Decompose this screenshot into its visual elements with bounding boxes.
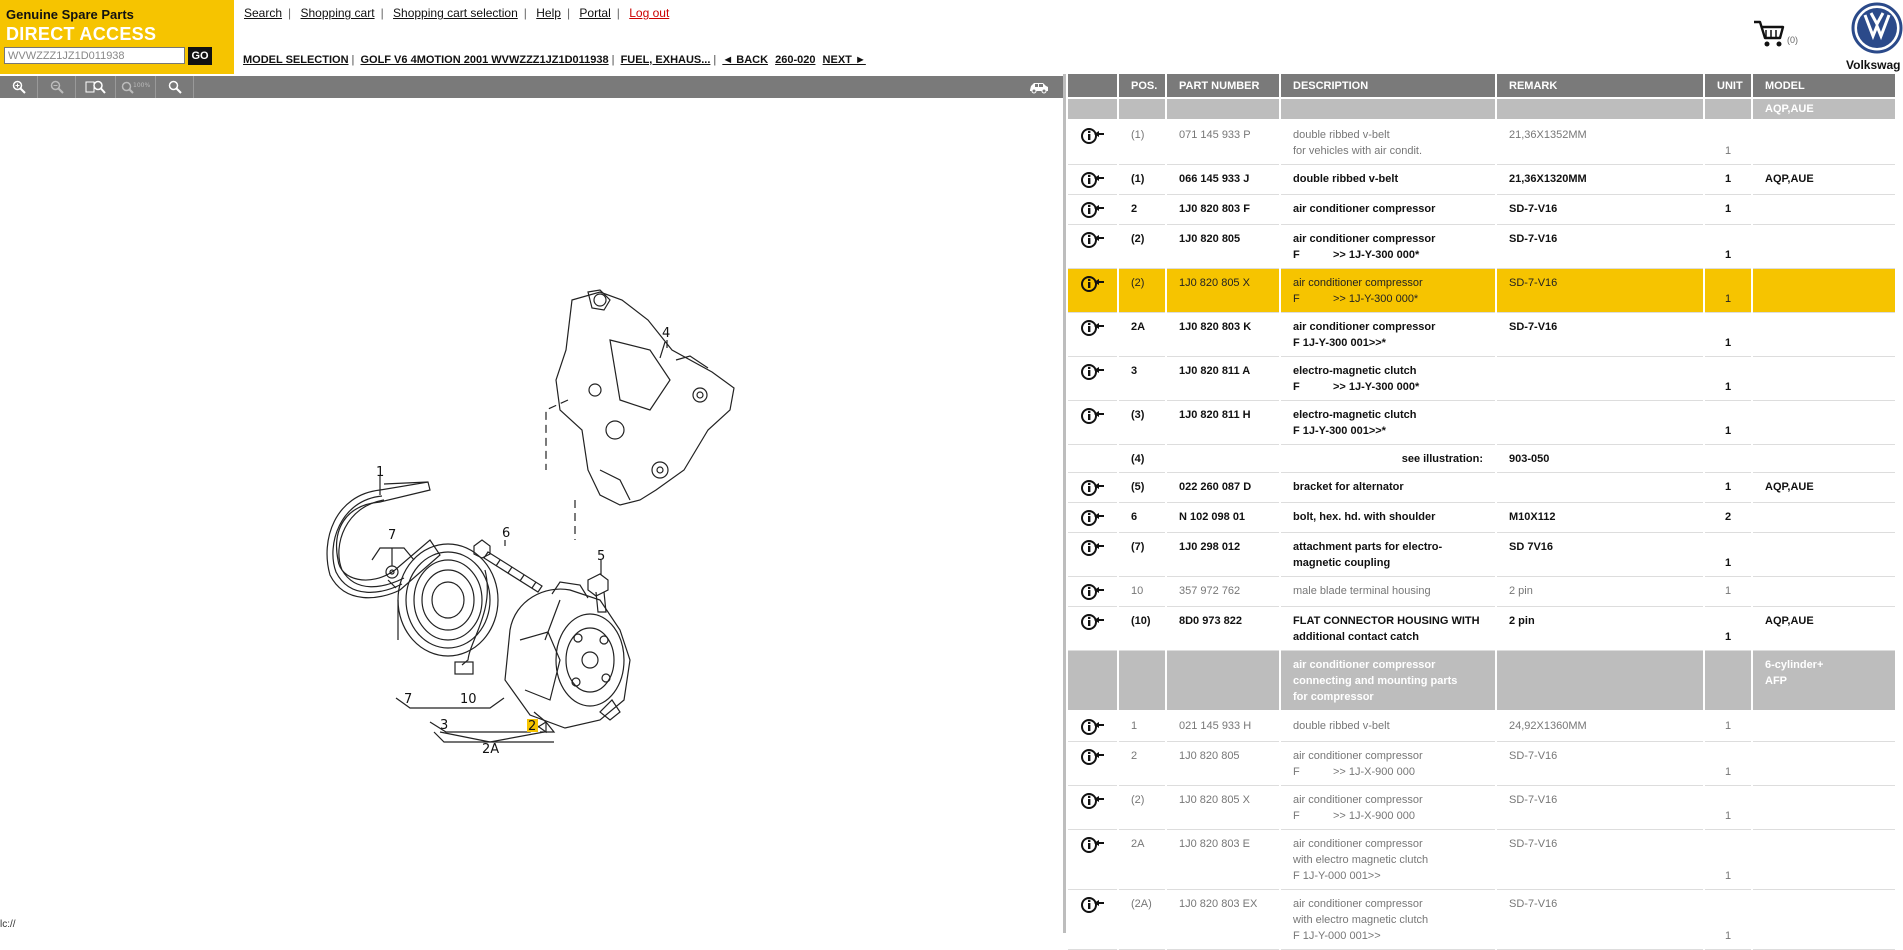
info-button[interactable] [1068, 503, 1118, 533]
info-cart-icon [1081, 748, 1105, 766]
unit-cell: 1 [1704, 786, 1752, 830]
info-button[interactable] [1068, 401, 1118, 445]
info-cart-icon [1081, 363, 1105, 381]
description-cell: air conditioner compressor with electro magnetic clutch F 1J-Y-000 001>> [1280, 830, 1496, 890]
zoom-out-icon [50, 80, 64, 94]
table-row[interactable] [1068, 401, 1896, 445]
table-row[interactable] [1068, 577, 1896, 607]
info-button[interactable] [1068, 607, 1118, 651]
info-button[interactable] [1068, 120, 1118, 165]
info-button[interactable] [1068, 357, 1118, 401]
crumb-model-selection[interactable]: MODEL SELECTION [243, 54, 349, 66]
unit-cell: 1 [1704, 711, 1752, 742]
drawing-label-5[interactable]: 5 [597, 549, 606, 564]
part-number-cell[interactable]: 1J0 820 803 E [1166, 830, 1280, 890]
pos-cell: 1 [1118, 711, 1166, 742]
table-row[interactable] [1068, 269, 1896, 313]
brand-panel [0, 0, 234, 74]
model-cell [1752, 120, 1896, 165]
info-cart-icon [1081, 201, 1105, 219]
brand-logo-label: Volkswag [1846, 58, 1901, 72]
model-cell [1752, 503, 1896, 533]
table-row[interactable] [1068, 830, 1896, 890]
pos-cell: 6 [1118, 503, 1166, 533]
description-cell: air conditioner compressor [1280, 195, 1496, 225]
unit-cell: 1 [1704, 533, 1752, 577]
info-cart-icon [1081, 407, 1105, 425]
unit-cell: 1 [1704, 890, 1752, 950]
remark-cell: 21,36X1320MM [1496, 165, 1704, 195]
parts-table [1068, 74, 1897, 950]
part-number-cell[interactable]: 021 145 933 H [1166, 711, 1280, 742]
description-cell: bracket for alternator [1280, 473, 1496, 503]
zoom-fit-icon [85, 80, 107, 94]
description-cell: air conditioner compressor F 1J-Y-300 001>>* [1280, 313, 1496, 357]
table-row[interactable] [1068, 195, 1896, 225]
section-description: air conditioner compressor connecting and mounting parts for compressor [1280, 651, 1496, 712]
model-cell [1752, 577, 1896, 607]
zoom-out-button[interactable] [38, 76, 76, 98]
col-header-part-number[interactable]: PART NUMBER [1166, 74, 1280, 98]
model-cell: AQP,AUE [1752, 473, 1896, 503]
description-cell: bolt, hex. hd. with shoulder [1280, 503, 1496, 533]
nav-search-link[interactable]: Search [244, 6, 283, 20]
zoom-100-icon [121, 80, 151, 94]
remark-cell [1496, 401, 1704, 445]
next-link[interactable]: NEXT ► [822, 54, 866, 66]
unit-cell: 1 [1704, 577, 1752, 607]
table-row[interactable] [1068, 503, 1896, 533]
pos-cell: 2 [1118, 195, 1166, 225]
remark-cell: 2 pin [1496, 577, 1704, 607]
pos-cell: (2) [1118, 786, 1166, 830]
info-button[interactable] [1068, 711, 1118, 742]
part-number-cell[interactable]: 1J0 820 803 K [1166, 313, 1280, 357]
part-number-cell[interactable]: 1J0 820 803 EX [1166, 890, 1280, 950]
see-illustration-link[interactable]: 903-050 [1496, 445, 1704, 473]
info-cart-icon [1081, 479, 1105, 497]
model-cell [1752, 225, 1896, 269]
pos-cell: (4) [1118, 445, 1166, 473]
info-button[interactable] [1068, 225, 1118, 269]
table-row[interactable] [1068, 742, 1896, 786]
cart-icon[interactable] [1752, 18, 1786, 48]
pos-cell: (7) [1118, 533, 1166, 577]
info-button[interactable] [1068, 742, 1118, 786]
zoom-fit-button[interactable] [76, 76, 116, 98]
drawing-label-1[interactable]: 1 [376, 465, 385, 480]
unit-cell: 1 [1704, 742, 1752, 786]
remark-cell: 24,92X1360MM [1496, 711, 1704, 742]
status-text: lc:// [0, 919, 16, 930]
info-cart-icon [1081, 896, 1105, 914]
table-subheader-row [1068, 98, 1896, 120]
see-illustration-label: see illustration: [1166, 445, 1496, 473]
info-cart-icon [1081, 718, 1105, 736]
description-cell: male blade terminal housing [1280, 577, 1496, 607]
zoom-in-icon [12, 80, 26, 94]
remark-cell: SD-7-V16 [1496, 830, 1704, 890]
remark-cell: SD-7-V16 [1496, 786, 1704, 830]
info-button[interactable] [1068, 165, 1118, 195]
model-cell [1752, 890, 1896, 950]
drawing-label-3[interactable]: 3 [440, 718, 449, 733]
drawing-label-7a[interactable]: 7 [388, 528, 397, 543]
back-link[interactable]: ◄ BACK [722, 54, 769, 66]
remark-cell [1496, 473, 1704, 503]
part-number-cell[interactable]: 8D0 973 822 [1166, 607, 1280, 651]
info-cart-icon [1081, 539, 1105, 557]
part-number-cell[interactable]: 1J0 820 811 H [1166, 401, 1280, 445]
pos-cell: (3) [1118, 401, 1166, 445]
model-cell: AQP,AUE [1752, 165, 1896, 195]
pos-cell: 2 [1118, 742, 1166, 786]
table-row[interactable] [1068, 165, 1896, 195]
info-button[interactable] [1068, 577, 1118, 607]
car-icon[interactable] [1028, 79, 1050, 95]
crumb-vehicle[interactable]: GOLF V6 4MOTION 2001 WVWZZZ1JZ1D011938 [360, 54, 609, 66]
info-button[interactable] [1068, 890, 1118, 950]
brand-subtitle: DIRECT ACCESS [6, 24, 157, 44]
part-number-cell[interactable]: N 102 098 01 [1166, 503, 1280, 533]
remark-cell: M10X112 [1496, 503, 1704, 533]
go-button[interactable]: GO [188, 47, 212, 65]
info-cart-icon [1081, 127, 1105, 145]
table-row[interactable] [1068, 651, 1896, 712]
drawing-label-7b[interactable]: 7 [404, 692, 413, 707]
pos-cell: 2A [1118, 313, 1166, 357]
part-number-cell[interactable]: 022 260 087 D [1166, 473, 1280, 503]
top-nav: Search | Shopping cart | Shopping cart selection | Help | Portal | Log out [244, 6, 670, 20]
pos-cell: (1) [1118, 120, 1166, 165]
unit-cell: 2 [1704, 503, 1752, 533]
nav-help-link[interactable]: Help [536, 6, 561, 20]
nav-cart-selection-link[interactable]: Shopping cart selection [393, 6, 518, 20]
model-cell [1752, 313, 1896, 357]
unit-cell: 1 [1704, 165, 1752, 195]
zoom-100-button[interactable] [116, 76, 156, 98]
remark-cell: SD-7-V16 [1496, 225, 1704, 269]
description-cell: FLAT CONNECTOR HOUSING WITH additional contact catch [1280, 607, 1496, 651]
description-cell: air conditioner compressor F >> 1J-Y-300 000* [1280, 269, 1496, 313]
magnifier-icon [168, 80, 182, 94]
table-row[interactable] [1068, 473, 1896, 503]
part-number-cell[interactable]: 357 972 762 [1166, 577, 1280, 607]
zoom-in-button[interactable] [0, 76, 38, 98]
pos-cell: (5) [1118, 473, 1166, 503]
model-cell [1752, 786, 1896, 830]
info-button[interactable] [1068, 786, 1118, 830]
nav-shopping-cart-link[interactable]: Shopping cart [300, 6, 375, 20]
unit-cell: 1 [1704, 607, 1752, 651]
pos-cell: (10) [1118, 607, 1166, 651]
info-cart-icon [1081, 319, 1105, 337]
model-cell [1752, 742, 1896, 786]
pos-cell: 2A [1118, 830, 1166, 890]
table-row[interactable] [1068, 357, 1896, 401]
part-number-cell[interactable]: 1J0 820 805 [1166, 225, 1280, 269]
info-button[interactable] [1068, 195, 1118, 225]
table-row[interactable] [1068, 313, 1896, 357]
table-row[interactable] [1068, 445, 1896, 473]
info-button[interactable] [1068, 830, 1118, 890]
subheader-model: AQP,AUE [1752, 98, 1896, 120]
remark-cell: SD-7-V16 [1496, 269, 1704, 313]
description-cell: double ribbed v-belt [1280, 165, 1496, 195]
brand-title: Genuine Spare Parts [6, 7, 134, 22]
unit-cell: 1 [1704, 357, 1752, 401]
info-button[interactable] [1068, 473, 1118, 503]
col-header-description[interactable]: DESCRIPTION [1280, 74, 1496, 98]
col-header-info [1068, 74, 1118, 98]
part-number-cell[interactable]: 1J0 820 805 [1166, 742, 1280, 786]
unit-cell: 1 [1704, 120, 1752, 165]
drawing-label-10[interactable]: 10 [460, 692, 477, 707]
drawing-label-2[interactable]: 2 [528, 719, 537, 734]
part-number-cell[interactable]: 1J0 820 811 A [1166, 357, 1280, 401]
breadcrumb: MODEL SELECTION | GOLF V6 4MOTION 2001 WVWZZZ1JZ1D011938 | FUEL, EXHAUS... | ◄ BACK 260-020 NEXT ► [243, 54, 866, 66]
col-header-unit[interactable]: UNIT [1704, 74, 1752, 98]
pos-cell: (2) [1118, 269, 1166, 313]
model-cell [1752, 533, 1896, 577]
info-cart-icon [1081, 231, 1105, 249]
vw-logo-icon [1851, 2, 1903, 54]
pos-cell: 3 [1118, 357, 1166, 401]
table-row[interactable] [1068, 786, 1896, 830]
col-header-pos[interactable]: POS. [1118, 74, 1166, 98]
table-row[interactable] [1068, 890, 1896, 950]
info-button[interactable] [1068, 269, 1118, 313]
section-model: 6-cylinder+ AFP [1752, 651, 1896, 712]
model-cell [1752, 357, 1896, 401]
nav-portal-link[interactable]: Portal [579, 6, 611, 20]
table-row[interactable] [1068, 607, 1896, 651]
model-cell: AQP,AUE [1752, 607, 1896, 651]
col-header-model[interactable]: MODEL [1752, 74, 1896, 98]
table-header-row [1068, 74, 1896, 98]
remark-cell [1496, 357, 1704, 401]
info-cart-icon [1081, 171, 1105, 189]
info-cart-icon [1081, 583, 1105, 601]
model-cell [1752, 830, 1896, 890]
parts-table-panel[interactable] [1068, 74, 1896, 942]
remark-cell: SD-7-V16 [1496, 742, 1704, 786]
drawing-label-4[interactable]: 4 [662, 326, 671, 341]
magnifier-button[interactable] [156, 76, 194, 98]
info-cart-icon [1081, 509, 1105, 527]
vin-input[interactable] [4, 47, 185, 64]
unit-cell: 1 [1704, 473, 1752, 503]
pane-divider[interactable] [1063, 74, 1066, 933]
cart-count: (0) [1787, 35, 1798, 45]
description-cell: double ribbed v-belt [1280, 711, 1496, 742]
description-cell: double ribbed v-belt for vehicles with air condit. [1280, 120, 1496, 165]
remark-cell: SD-7-V16 [1496, 313, 1704, 357]
table-row[interactable] [1068, 120, 1896, 165]
description-cell: electro-magnetic clutch F >> 1J-Y-300 000* [1280, 357, 1496, 401]
part-number-cell[interactable]: 066 145 933 J [1166, 165, 1280, 195]
pos-cell: (1) [1118, 165, 1166, 195]
model-cell [1752, 711, 1896, 742]
info-cart-icon [1081, 613, 1105, 631]
remark-cell: 21,36X1352MM [1496, 120, 1704, 165]
info-button[interactable] [1068, 313, 1118, 357]
table-row[interactable] [1068, 533, 1896, 577]
part-number-cell[interactable]: 071 145 933 P [1166, 120, 1280, 165]
part-number-cell[interactable]: 1J0 820 805 X [1166, 269, 1280, 313]
description-cell: air conditioner compressor F >> 1J-Y-300 000* [1280, 225, 1496, 269]
unit-cell: 1 [1704, 830, 1752, 890]
model-cell [1752, 401, 1896, 445]
part-number-cell[interactable]: 1J0 820 805 X [1166, 786, 1280, 830]
part-number-cell[interactable]: 1J0 298 012 [1166, 533, 1280, 577]
remark-cell: SD-7-V16 [1496, 890, 1704, 950]
unit-cell: 1 [1704, 313, 1752, 357]
pos-cell: 10 [1118, 577, 1166, 607]
crumb-group[interactable]: FUEL, EXHAUS... [620, 54, 711, 66]
description-cell: electro-magnetic clutch F 1J-Y-300 001>>* [1280, 401, 1496, 445]
col-header-remark[interactable]: REMARK [1496, 74, 1704, 98]
unit-cell: 1 [1704, 401, 1752, 445]
model-cell [1752, 269, 1896, 313]
part-number-cell[interactable]: 1J0 820 803 F [1166, 195, 1280, 225]
info-cart-icon [1081, 792, 1105, 810]
nav-logout-link[interactable]: Log out [629, 6, 670, 20]
pos-cell: (2) [1118, 225, 1166, 269]
model-cell [1752, 195, 1896, 225]
info-cart-icon [1081, 836, 1105, 854]
description-cell: attachment parts for electro- magnetic coupling [1280, 533, 1496, 577]
drawing-label-2a[interactable]: 2A [482, 742, 500, 757]
svg-text:100%: 100% [132, 82, 150, 89]
table-row[interactable] [1068, 711, 1896, 742]
info-button[interactable] [1068, 533, 1118, 577]
unit-cell: 1 [1704, 195, 1752, 225]
parts-illustration[interactable] [0, 98, 1063, 918]
info-cart-icon [1081, 275, 1105, 293]
remark-cell: 2 pin [1496, 607, 1704, 651]
unit-cell: 1 [1704, 225, 1752, 269]
drawing-toolbar [0, 76, 1063, 98]
remark-cell: SD-7-V16 [1496, 195, 1704, 225]
description-cell: air conditioner compressor F >> 1J-X-900 000 [1280, 786, 1496, 830]
exploded-view-drawing [0, 98, 1063, 918]
remark-cell: SD 7V16 [1496, 533, 1704, 577]
table-row[interactable] [1068, 225, 1896, 269]
pos-cell: (2A) [1118, 890, 1166, 950]
unit-cell: 1 [1704, 269, 1752, 313]
description-cell: air conditioner compressor with electro magnetic clutch F 1J-Y-000 001>> [1280, 890, 1496, 950]
description-cell: air conditioner compressor F >> 1J-X-900 000 [1280, 742, 1496, 786]
illustration-number[interactable]: 260-020 [775, 54, 816, 66]
drawing-label-6[interactable]: 6 [502, 526, 511, 541]
